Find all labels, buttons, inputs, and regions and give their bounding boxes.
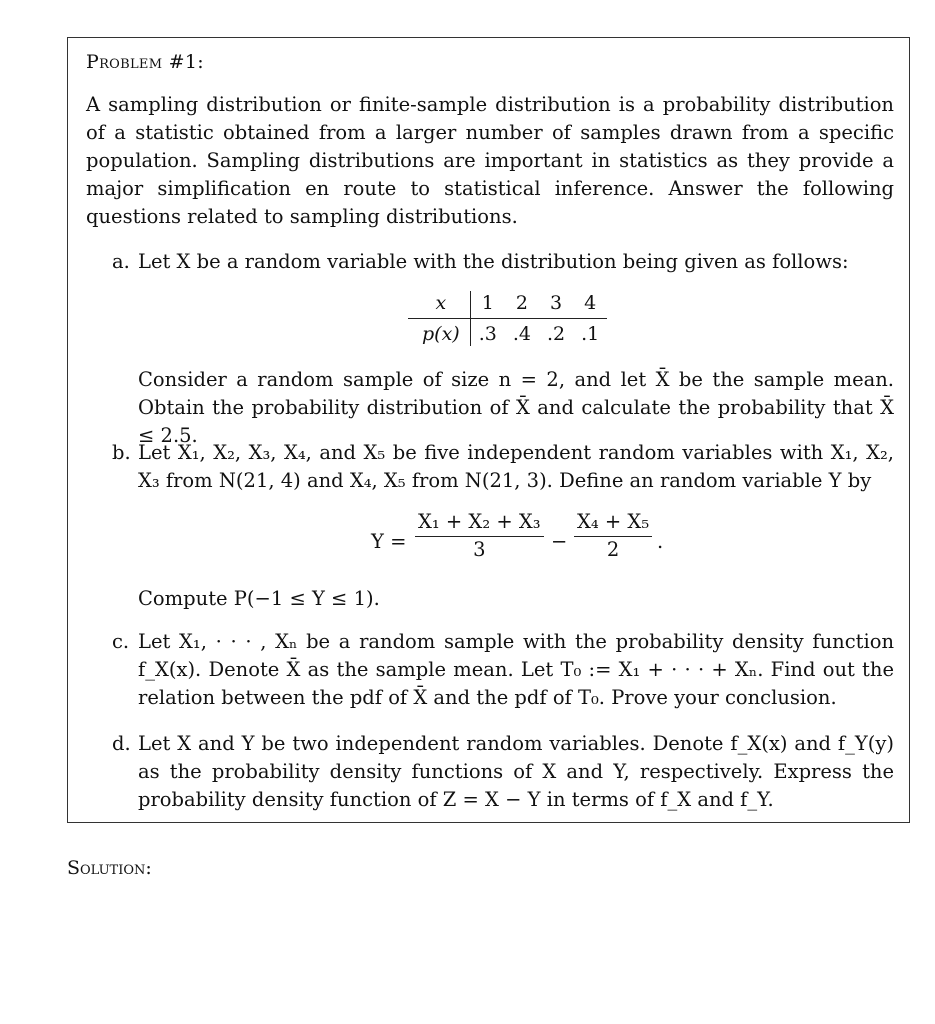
formula-fraction-2 <box>574 510 652 563</box>
table-p-value: .3 <box>478 323 497 345</box>
formula-fraction-1 <box>415 510 544 563</box>
part-a-followup-text: Consider a random sample of size n = 2, and let X̄ be the sample mean. Obtain the probability distribution of X̄ and calculate the probability that X̄ ≤ 2.5. <box>138 368 894 447</box>
part-d-text: Let X and Y be two independent random variables. Denote f_X(x) and f_Y(y) as the probability density functions of X and Y, respectively. Express the probability density function of Z = X − Y in terms of f_X and f_Y. <box>138 732 894 811</box>
table-x-value: 1 <box>470 291 505 319</box>
table-x-value: 2 <box>505 291 539 319</box>
formula-num-2: X₄ + X₅ <box>574 510 652 537</box>
part-b-text: Let X₁, X₂, X₃, X₄, and X₅ be five independent random variables with X₁, X₂, X₃ from N(21, 4) and X₄, X₅ from N(21, 3). Define an random variable Y by <box>138 441 894 492</box>
table-p-value: .4 <box>512 323 531 345</box>
formula-minus: − <box>551 530 568 553</box>
formula-den-1: 3 <box>473 538 486 561</box>
part-a-text: Let X be a random variable with the distribution being given as follows: <box>138 250 849 273</box>
table-x-value: 3 <box>539 291 573 319</box>
problem-heading: Problem #1: <box>86 51 204 73</box>
formula-lhs: Y = <box>371 530 407 553</box>
y-formula <box>371 510 671 574</box>
table-row-header-px: p(x) <box>408 319 470 347</box>
table-p-value: .2 <box>546 323 566 345</box>
table-x-value: 4 <box>573 291 607 319</box>
problem-box <box>67 37 910 823</box>
formula-den-2: 2 <box>606 538 620 561</box>
formula-end: . <box>657 530 664 553</box>
solution-heading: Solution: <box>67 857 152 879</box>
part-b-followup-text: Compute P(−1 ≤ Y ≤ 1). <box>138 587 380 610</box>
part-b-label: b. <box>112 441 131 464</box>
table-p-value: .1 <box>581 323 600 345</box>
part-d-label: d. <box>112 732 131 755</box>
part-c-label: c. <box>112 630 130 653</box>
part-c-text: Let X₁, · · · , Xₙ be a random sample with the probability density function f_X(x). Denote X̄ as the sample mean. Let T₀ := X₁ + · · · + Xₙ. Find out the relation between the pdf of X̄ and the pdf of T₀. Prove your conclusion. <box>138 630 894 709</box>
distribution-table <box>408 291 607 346</box>
part-a-label: a. <box>112 250 130 273</box>
table-row-header-x: x <box>408 291 470 319</box>
formula-num-1: X₁ + X₂ + X₃ <box>415 510 544 537</box>
problem-intro: A sampling distribution or finite-sample distribution is a probability distribution of a statistic obtained from a larger number of samples drawn from a specific population. Sampling distributions are important in statistics as they provide a major simplification en route to statistical inference. Answer the following questions related to sampling distributions. <box>86 93 894 228</box>
